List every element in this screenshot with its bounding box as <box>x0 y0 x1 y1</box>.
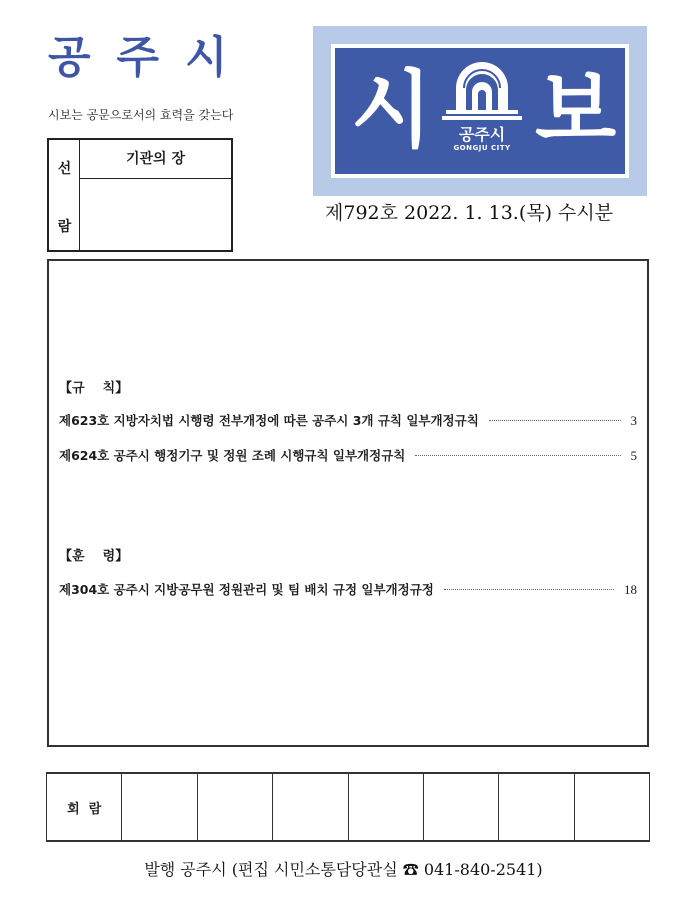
publisher-footer: 발행 공주시 (편집 시민소통담당관실 ☎ 041-840-2541) <box>144 860 543 879</box>
logo-korean-text: 공주시 <box>458 125 506 144</box>
arch-gate-icon <box>442 58 522 120</box>
toc-item[interactable] <box>59 411 637 429</box>
circulation-cell <box>498 774 573 840</box>
circulation-cell <box>272 774 347 840</box>
masthead-banner <box>335 48 625 174</box>
leader-dots <box>489 420 621 421</box>
toc-item-page: 3 <box>630 413 637 428</box>
section-heading-rules: 【규 칙】 <box>59 381 129 396</box>
issue-line: 제792호 2022. 1. 13.(목) 수시분 <box>325 202 614 224</box>
city-name: 공주시 <box>48 32 254 83</box>
review-head-cell: 기관의 장 <box>80 140 231 179</box>
table-of-contents <box>47 259 649 747</box>
circulation-cell <box>197 774 272 840</box>
toc-item[interactable] <box>59 446 637 464</box>
circulation-cell <box>574 774 650 840</box>
review-side-label-bottom: 람 <box>57 219 72 235</box>
toc-item-title: 제624호 공주시 행정기구 및 정원 조례 시행규칙 일부개정규칙 <box>59 448 406 463</box>
leader-dots <box>444 589 614 590</box>
review-table <box>47 138 233 252</box>
circulation-cell <box>423 774 498 840</box>
masthead-left-char: 시 <box>351 61 433 159</box>
circulation-cell <box>121 774 196 840</box>
review-side-label-top: 선 <box>57 161 72 177</box>
logo-english-text: GONGJU CITY <box>453 144 511 152</box>
section-heading-directives: 【훈 령】 <box>59 549 129 564</box>
circulation-table <box>46 772 650 842</box>
masthead <box>313 26 647 196</box>
toc-item-page: 18 <box>624 582 637 597</box>
toc-item[interactable] <box>59 580 637 598</box>
toc-item-title: 제623호 지방자치법 시행령 전부개정에 따른 공주시 3개 규칙 일부개정규칙 <box>59 413 479 428</box>
review-side-column <box>49 140 80 250</box>
circulation-label: 회 람 <box>46 774 121 840</box>
toc-item-page: 5 <box>630 448 637 463</box>
toc-item-title: 제304호 공주시 지방공무원 정원관리 및 팀 배치 규정 일부개정규정 <box>59 582 434 597</box>
circulation-cell <box>348 774 423 840</box>
gongju-city-logo <box>442 58 522 168</box>
tagline: 시보는 공문으로서의 효력을 갖는다 <box>48 108 234 122</box>
leader-dots <box>415 455 620 456</box>
masthead-right-char: 보 <box>535 61 617 159</box>
